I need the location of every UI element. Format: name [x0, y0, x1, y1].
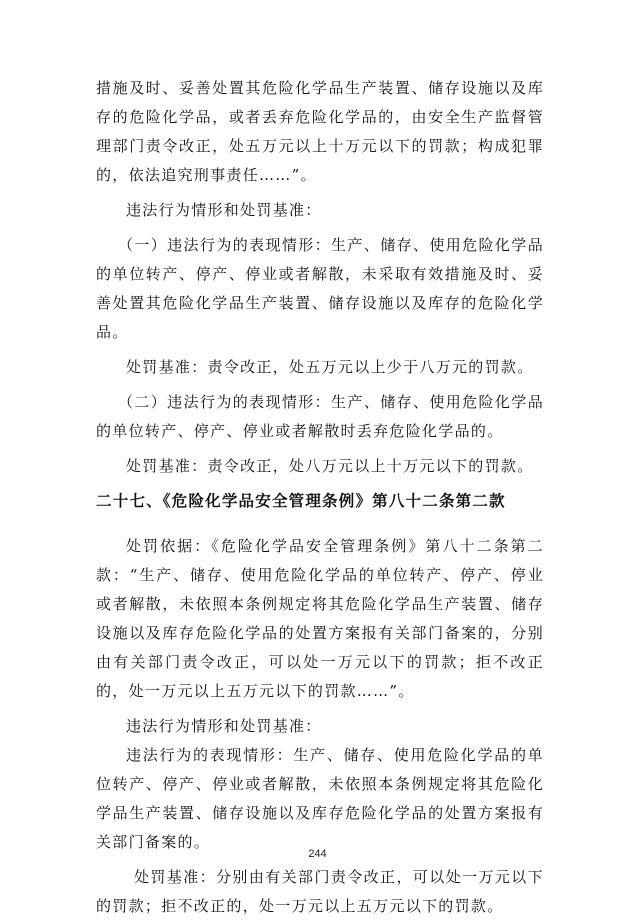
paragraph-penalty-standard-3: 处罚基准：分别由有关部门责令改正，可以处一万元以下的罚款；拒不改正的，处一万元以上五万元以下的罚款。	[96, 867, 544, 915]
paragraph-penalty-standard-1: 处罚基准：责令改正，处五万元以上少于八万元的罚款。	[126, 358, 534, 376]
paragraph-violation-case-3: 违法行为的表现情形：生产、储存、使用危险化学品的单位转产、停产、停业或者解散，未依照本条例规定将其危险化学品生产装置、储存设施以及库存危险化学品的处置方案报有关部门备案的。	[96, 745, 544, 851]
paragraph-penalty-text-continued: 措施及时、妥善处置其危险化学品生产装置、储存设施以及库存的危险化学品，或者丢弃危险化学品的，由安全生产监督管理部门责令改正，处五万元以上十万元以下的罚款；构成犯罪的，依法追究刑事责任……”。	[96, 79, 544, 184]
document-body	[96, 74, 544, 921]
paragraph-violation-case-2: （二）违法行为的表现情形：生产、储存、使用危险化学品的单位转产、停产、停业或者解散时丢弃危险化学品的。	[96, 393, 544, 440]
page-number: 244	[308, 848, 327, 860]
section-heading-27: 二十七、《危险化学品安全管理条例》第八十二条第二款	[96, 492, 506, 510]
paragraph-penalty-standard-2: 处罚基准：责令改正，处八万元以上十万元以下的罚款。	[126, 457, 534, 475]
paragraph-violation-heading-2: 违法行为情形和处罚基准：	[126, 716, 322, 735]
paragraph-violation-case-1: （一）违法行为的表现情形：生产、储存、使用危险化学品的单位转产、停产、停业或者解散，未采取有效措施及时、妥善处置其危险化学品生产装置、储存设施以及库存的危险化学品。	[96, 236, 544, 341]
paragraph-penalty-basis: 处罚依据：《危险化学品安全管理条例》第八十二条第二款：“生产、储存、使用危险化学品的单位转产、停产、停业或者解散，未依照本条例规定将其危险化学品生产装置、储存设施以及库存危险化学品的处置方案报有关部门备案的，分别由有关部门责令改正，可以处一万元以下的罚款；拒不改正的，处一万元以上五万元以下的罚款……”。	[96, 536, 544, 700]
paragraph-violation-heading-1: 违法行为情形和处罚基准：	[126, 201, 322, 219]
